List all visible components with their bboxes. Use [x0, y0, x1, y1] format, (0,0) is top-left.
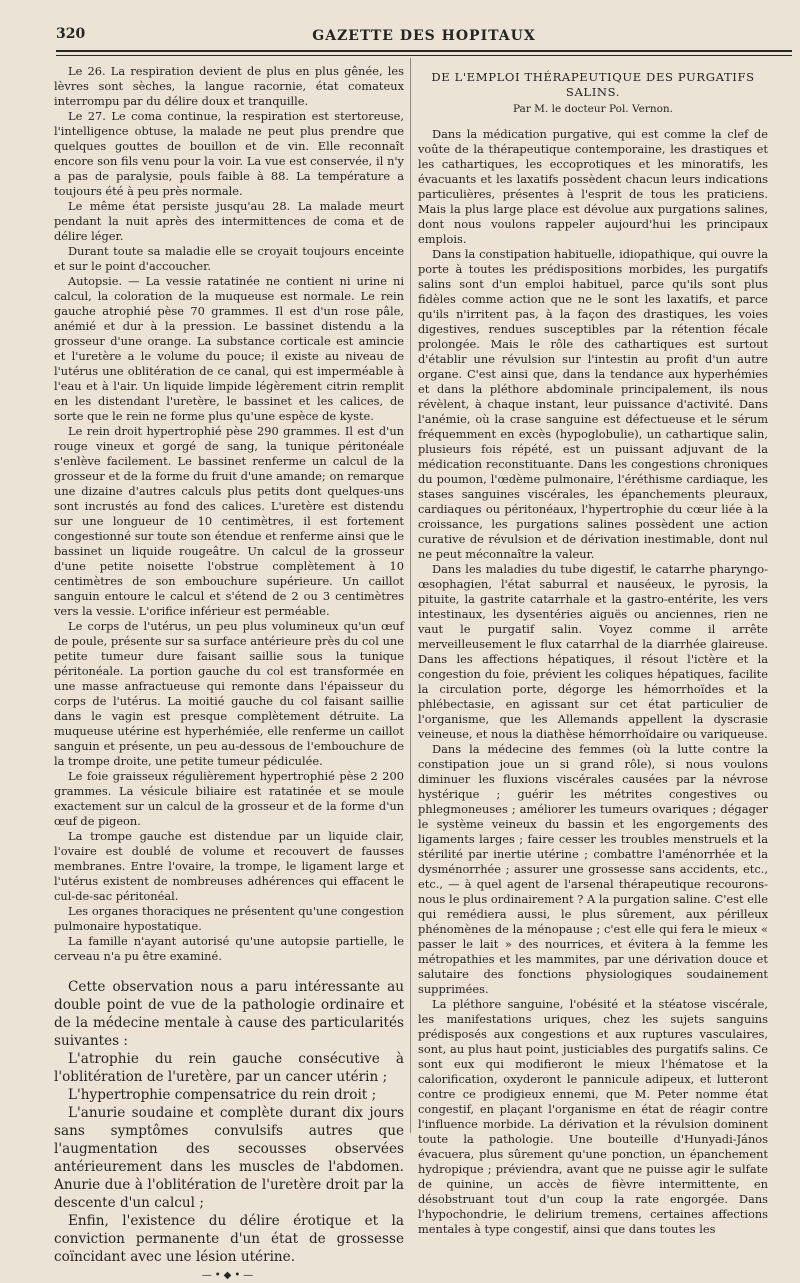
paragraph: Durant toute sa maladie elle se croyait toujours enceinte et sur le point d'accoucher.	[54, 244, 404, 273]
conclusion-block	[54, 978, 404, 1266]
conclusion-paragraph: L'atrophie du rein gauche consécutive à l'oblitération de l'uretère, par un cancer utérin ;	[54, 1051, 404, 1085]
paragraph: Dans les maladies du tube digestif, le catarrhe pharyngo-œsophagien, l'état saburral et nauséeux, le pyrosis, la pituite, la gastrite catarrhale et la gastro-entérite, les vers intestinaux, les dysentéries aiguës ou anciennes, rien ne vaut le purgatif salin. Voyez comme il arrête merveilleusement le flux catarrhal de la diarrhée glaireuse. Dans les affections hépatiques, il résout l'ictère et la congestion du foie, prévient les coliques hépatiques, facilite la circulation porte, dégorge les hémorrhoïdes et la phlébectasie, en agissant sur cet état particulier de l'organisme, que les Allemands appellent la dyscrasie veineuse, et nous la diathèse hémorrhoïdaire ou variqueuse.	[418, 562, 768, 741]
header-rule-thin	[56, 55, 792, 56]
header-rule-thick	[56, 50, 792, 52]
paragraph: Le rein droit hypertrophié pèse 290 grammes. Il est d'un rouge vineux et gorgé de sang, la tunique péritonéale s'enlève facilement. Le bassinet renferme un calcul de la grosseur et de la forme du fruit d'une amande; on remarque une dizaine d'autres calculs plus petits dont quelques-uns sont incrustés au fond des calices. L'uretère est distendu sur une longueur de 10 centimètres, il est fortement congestionné sur toute son étendue et renferme ainsi que le bassinet un liquide rougeâtre. Un calcul de la grosseur d'une petite noisette l'obstrue complètement à 10 centimètres de son embouchure supérieure. Un caillot sanguin entoure le calcul et s'étend de 2 ou 3 centimètres vers la vessie. L'orifice inférieur est perméable.	[54, 424, 404, 618]
page-number: 320	[56, 26, 86, 42]
paragraph: Les organes thoraciques ne présentent qu'une congestion pulmonaire hypostatique.	[54, 904, 404, 933]
right-column	[418, 64, 768, 1236]
paragraph: La trompe gauche est distendue par un liquide clair, l'ovaire est doublé de volume et recouvert de fausses membranes. Entre l'ovaire, la trompe, le ligament large et l'utérus existent de nombreuses adhérences qui effacent le cul-de-sac péritonéal.	[54, 829, 404, 903]
conclusion-paragraph: Enfin, l'existence du délire érotique et la conviction permanente d'un état de grossesse coïncidant avec une lésion utérine.	[54, 1213, 404, 1265]
conclusion-paragraph: L'hypertrophie compensatrice du rein droit ;	[68, 1087, 377, 1103]
paragraph: Le corps de l'utérus, un peu plus volumineux qu'un œuf de poule, présente sur sa surface antérieure près du col une petite tumeur dure faisant saillie sous la tunique péritonéale. La portion gauche du col est transformée en une masse anfractueuse qui remonte dans l'épaisseur du corps de l'utérus. La moitié gauche du col faisant saillie dans le vagin est presque complètement détruite. La muqueuse utérine est hyperhémiée, elle renferme un caillot sanguin et présente, un peu au-dessous de l'embouchure de la trompe droite, une petite tumeur pédiculée.	[54, 619, 404, 768]
left-column	[54, 64, 404, 1281]
paragraph: La famille n'ayant autorisé qu'une autopsie partielle, le cerveau n'a pu être examiné.	[54, 934, 404, 963]
paragraph-autopsie: Autopsie. — La vessie ratatinée ne contient ni urine ni calcul, la coloration de la muqueuse est normale. Le rein gauche atrophié pèse 70 grammes. Il est d'un rose pâle, anémié et dur à la pression. Le bassinet distendu a la grosseur d'une orange. La substance corticale est amincie et l'uretère a le volume du pouce; il existe au niveau de l'utérus une oblitération de ce canal, qui est imperméable à l'eau et à l'air. Un liquide limpide légèrement citrin remplit en les distendant l'uretère, le bassinet et les calices, de sorte que le rein ne forme plus qu'une espèce de kyste.	[54, 274, 404, 423]
paragraph: Dans la médication purgative, qui est comme la clef de voûte de la thérapeutique contemporaine, les drastiques et les cathartiques, les eccoprotiques et les minoratifs, les évacuants et les laxatifs possèdent chacun leurs indications particulières, présentes à l'esprit de tous les praticiens. Mais la plus large place est dévolue aux purgations salines, dont nous voulons rappeler aujourd'hui les principaux emplois.	[418, 127, 768, 246]
paragraph: Dans la médecine des femmes (où la lutte contre la constipation joue un si grand rôle), si nous voulons diminuer les fluxions viscérales causées par la névrose hystérique ; guérir les métrites congestives ou phlegmoneuses ; améliorer les tumeurs ovariques ; dégager le système veineux du bassin et les engorgements des ligaments larges ; faire cesser les troubles menstruels et la stérilité par inertie utérine ; combattre l'aménorrhée et la dysménorrhée ; assurer une grossesse sans accidents, etc., etc., — à quel agent de l'arsenal thérapeutique recourons-nous le plus ordinairement ? A la purgation saline. C'est elle qui remédiera aussi, le plus sûrement, aux périlleux phénomènes de la ménopause ; c'est elle qui fera le mieux « passer le lait » des nourrices, et évitera à la femme les métropathies et les mammites, par une dérivation douce et salutaire des fonctions physiologiques soudainement supprimées.	[418, 742, 768, 996]
conclusion-paragraph: Cette observation nous a paru intéressante au double point de vue de la pathologie ordinaire et de la médecine mentale à cause des particularités suivantes :	[54, 979, 404, 1049]
conclusion-paragraph: L'anurie soudaine et complète durant dix jours sans symptômes convulsifs autres que l'augmentation des secousses observées antérieurement dans les muscles de l'abdomen. Anurie due à l'oblitération de l'uretère droit par la descente d'un calcul ;	[54, 1105, 404, 1211]
end-ornament: —•◆•—	[201, 1270, 257, 1281]
paragraph: La pléthore sanguine, l'obésité et la stéatose viscérale, les manifestations uriques, chez les sujets sanguins prédisposés aux congestions et aux ruptures vasculaires, sont, au plus haut point, justiciables des purgatifs salins. Ce sont eux qui modifieront le mieux l'hématose et la calorification, oxyderont le pannicule adipeux, et lutteront contre ce prodigieux ennemi, que M. Peter nomme état congestif, en plaçant l'organisme en état de réagir contre l'influence morbide. La dérivation et la révulsion dominent toute la pathologie. Une bouteille d'Hunyadi-János évacuera, plus sûrement qu'une ponction, un épanchement hydropique ; préviendra, avant que ne puisse agir le sulfate de quinine, un accès de fièvre intermittente, en désobstruant tout d'un coup la rate engorgée. Dans l'hypochondrie, le delirium tremens, certaines affections mentales à type congestif, ainsi que dans toutes les	[418, 997, 768, 1236]
article-title: DE L'EMPLOI THÉRAPEUTIQUE DES PURGATIFS SALINS.	[431, 70, 755, 99]
paragraph: Dans la constipation habituelle, idiopathique, qui ouvre la porte à toutes les prédispositions morbides, les purgatifs salins sont d'un emploi habituel, parce qu'ils sont plus fidèles comme action que ne le sont les laxatifs, et parce qu'ils n'irritent pas, à la façon des drastiques, les voies digestives, rendues susceptibles par la rétention fécale prolongée. Mais le rôle des cathartiques est surtout d'établir une révulsion sur l'intestin au profit d'un autre organe. C'est ainsi que, dans la tendance aux hyperhémies et dans la pléthore abdominale principalement, ils nous révèlent, à chaque instant, leur puissance d'activité. Dans l'anémie, où la crase sanguine est défectueuse et le sérum fréquemment en excès (hypoglobulie), un cathartique salin, plusieurs fois répété, est un puissant adjuvant de la médication reconstituante. Dans les congestions chroniques du poumon, l'œdème pulmonaire, l'éréthisme cardiaque, les stases sanguines viscérales, les épanchements pleuraux, cardiaques ou péritonéaux, l'hypertrophie du cœur liée à la croissance, les purgations salines possèdent une action curative de révulsion et de dérivation inestimable, dont nul ne peut méconnaître la valeur.	[418, 247, 768, 561]
paragraph: Le foie graisseux régulièrement hypertrophié pèse 2 200 grammes. La vésicule biliaire est ratatinée et se moule exactement sur un calcul de la grosseur et de la forme d'un œuf de pigeon.	[54, 769, 404, 828]
paragraph: Le 26. La respiration devient de plus en plus gênée, les lèvres sont sèches, la langue racornie, état comateux interrompu par du délire doux et tranquille.	[54, 64, 404, 108]
spacer	[54, 964, 404, 978]
column-divider	[410, 58, 411, 1133]
paragraph: Le même état persiste jusqu'au 28. La malade meurt pendant la nuit après des intermittences de coma et de délire léger.	[54, 199, 404, 243]
page-header	[56, 22, 792, 48]
journal-title: GAZETTE DES HOPITAUX	[312, 28, 536, 44]
paragraph: Le 27. Le coma continue, la respiration est stertoreuse, l'intelligence obtuse, la malade ne peut plus prendre que quelques gouttes de bouillon et de vin. Elle reconnaît encore son fils venu pour la voir. La vue est conservée, il n'y a pas de paralysie, pouls faible à 88. La température a toujours été à peu près normale.	[54, 109, 404, 198]
article-author: Par M. le docteur Pol. Vernon.	[512, 103, 674, 115]
